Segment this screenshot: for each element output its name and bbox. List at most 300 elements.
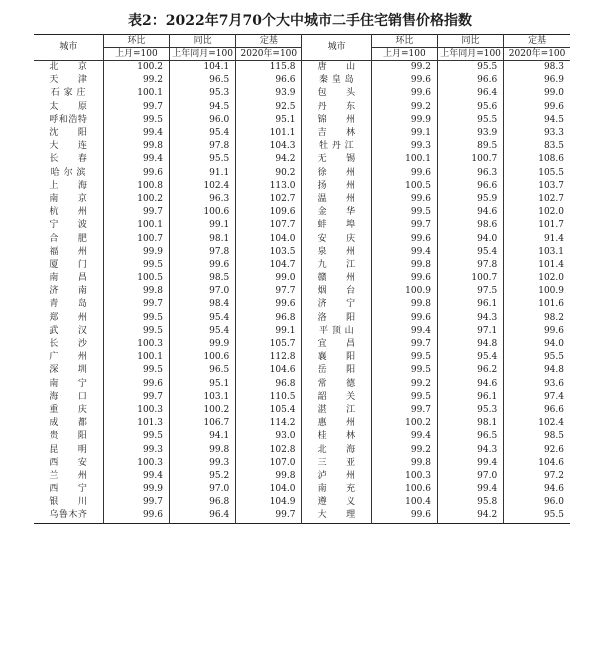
- mom-cell-right: 99.1: [371, 127, 437, 140]
- city-cell-right: 泸 州: [302, 470, 371, 483]
- city-cell-right: 安 庆: [302, 232, 371, 245]
- table-row: [34, 153, 570, 166]
- city-cell-left: 南 宁: [34, 378, 103, 391]
- city-cell-left: 长 春: [34, 153, 103, 166]
- city-cell-right: 唐 山: [302, 61, 371, 75]
- table-row: [34, 232, 570, 245]
- city-cell-left: 乌鲁木齐: [34, 509, 103, 523]
- yoy-cell-left: 104.1: [169, 61, 235, 75]
- city-cell-left: 呼和浩特: [34, 114, 103, 127]
- yoy-cell-left: 96.0: [169, 114, 235, 127]
- yoy-cell-right: 100.7: [437, 153, 503, 166]
- mom-cell-right: 99.6: [371, 232, 437, 245]
- city-cell-left: 合 肥: [34, 232, 103, 245]
- mom-cell-left: 99.4: [103, 470, 169, 483]
- yoy-cell-left: 97.0: [169, 483, 235, 496]
- city-cell-right: 湛 江: [302, 404, 371, 417]
- mom-cell-right: 100.5: [371, 180, 437, 193]
- city-cell-left: 上 海: [34, 180, 103, 193]
- mom-cell-right: 99.8: [371, 298, 437, 311]
- fixed-cell-left: 105.7: [236, 338, 302, 351]
- city-cell-right: 宜 昌: [302, 338, 371, 351]
- city-cell-left: 海 口: [34, 391, 103, 404]
- fixed-cell-right: 102.7: [538, 193, 564, 204]
- mom-cell-right: 99.8: [371, 259, 437, 272]
- mom-cell-left: 99.9: [103, 483, 169, 496]
- yoy-cell-left: 100.2: [169, 404, 235, 417]
- city-cell-left: 天 津: [34, 74, 103, 87]
- mom-cell-right: 99.3: [371, 140, 437, 153]
- yoy-cell-right: 89.5: [437, 140, 503, 153]
- table-row: [34, 364, 570, 377]
- table-row: [34, 114, 570, 127]
- table-row: [34, 312, 570, 325]
- fixed-cell-right: 105.5: [538, 167, 564, 178]
- city-cell-right: 锦 州: [302, 114, 371, 127]
- fixed-cell-left: 95.1: [236, 114, 302, 127]
- fixed-cell-right: 93.6: [543, 378, 564, 389]
- mom-cell-left: 100.5: [103, 272, 169, 285]
- mom-cell-right: 99.6: [371, 272, 437, 285]
- city-cell-left: 昆 明: [34, 443, 103, 456]
- fixed-cell-right: 96.6: [543, 404, 564, 415]
- yoy-cell-right: 94.6: [437, 378, 503, 391]
- city-cell-right: 岳 阳: [302, 364, 371, 377]
- table-row: [34, 509, 570, 523]
- city-cell-left: 兰 州: [34, 470, 103, 483]
- fixed-cell-right: 101.6: [538, 299, 564, 310]
- city-cell-left: 大 连: [34, 140, 103, 153]
- fixed-cell-left: 99.0: [236, 272, 302, 285]
- yoy-cell-right: 94.2: [437, 509, 503, 523]
- table-row: [34, 127, 570, 140]
- fixed-base-left: 2020年=100: [236, 48, 302, 61]
- yoy-cell-left: 99.3: [169, 457, 235, 470]
- fixed-cell-left: 99.6: [236, 298, 302, 311]
- yoy-cell-right: 100.7: [437, 272, 503, 285]
- city-cell-right: 惠 州: [302, 417, 371, 430]
- mom-cell-left: 99.6: [103, 509, 169, 523]
- city-cell-left: 南 京: [34, 193, 103, 206]
- fixed-cell-right: 103.1: [538, 246, 564, 257]
- fixed-cell-left: 104.9: [236, 496, 302, 509]
- fixed-cell-left: 107.0: [236, 457, 302, 470]
- mom-cell-left: 99.5: [103, 364, 169, 377]
- fixed-header-right: 定基: [504, 35, 570, 48]
- fixed-cell-right: 96.0: [543, 497, 564, 508]
- yoy-cell-left: 106.7: [169, 417, 235, 430]
- yoy-header-right: 同比: [437, 35, 503, 48]
- city-cell-left: 北 京: [34, 61, 103, 75]
- fixed-cell-right: 95.5: [543, 510, 564, 521]
- city-cell-left: 哈 尔 滨: [34, 167, 103, 180]
- mom-cell-left: 100.3: [103, 457, 169, 470]
- yoy-cell-left: 97.8: [169, 140, 235, 153]
- fixed-cell-right: 104.6: [538, 457, 564, 468]
- mom-cell-left: 99.5: [103, 114, 169, 127]
- city-cell-right: 包 头: [302, 87, 371, 100]
- fixed-cell-left: 104.0: [236, 232, 302, 245]
- yoy-cell-right: 93.9: [437, 127, 503, 140]
- fixed-cell-left: 102.7: [236, 193, 302, 206]
- fixed-cell-left: 93.9: [236, 87, 302, 100]
- mom-cell-right: 99.7: [371, 404, 437, 417]
- yoy-cell-left: 103.1: [169, 391, 235, 404]
- fixed-cell-right: 100.9: [538, 286, 564, 297]
- fixed-cell-left: 110.5: [236, 391, 302, 404]
- mom-cell-left: 99.8: [103, 285, 169, 298]
- yoy-cell-right: 97.5: [437, 285, 503, 298]
- mom-cell-left: 99.7: [103, 496, 169, 509]
- yoy-cell-left: 96.5: [169, 364, 235, 377]
- yoy-cell-right: 94.3: [437, 312, 503, 325]
- yoy-cell-left: 96.3: [169, 193, 235, 206]
- mom-cell-right: 99.4: [371, 246, 437, 259]
- yoy-cell-right: 99.4: [437, 457, 503, 470]
- city-cell-left: 深 圳: [34, 364, 103, 377]
- fixed-cell-right: 101.4: [538, 259, 564, 270]
- yoy-cell-right: 95.9: [437, 193, 503, 206]
- yoy-cell-left: 99.9: [169, 338, 235, 351]
- mom-cell-left: 99.3: [103, 443, 169, 456]
- fixed-cell-right: 96.9: [543, 75, 564, 86]
- mom-cell-right: 99.6: [371, 87, 437, 100]
- table-row: [34, 298, 570, 311]
- mom-cell-right: 99.5: [371, 206, 437, 219]
- fixed-cell-right: 99.0: [543, 88, 564, 99]
- mom-cell-left: 100.3: [103, 404, 169, 417]
- table-row: [34, 351, 570, 364]
- mom-cell-left: 99.4: [103, 127, 169, 140]
- mom-cell-right: 100.9: [371, 285, 437, 298]
- mom-base-left: 上月=100: [103, 48, 169, 61]
- city-cell-right: 常 德: [302, 378, 371, 391]
- yoy-base-left: 上年同月=100: [169, 48, 235, 61]
- fixed-header-left: 定基: [236, 35, 302, 48]
- city-cell-right: 韶 关: [302, 391, 371, 404]
- table-row: [34, 206, 570, 219]
- yoy-cell-right: 96.6: [437, 74, 503, 87]
- fixed-cell-left: 101.1: [236, 127, 302, 140]
- mom-cell-right: 99.6: [371, 167, 437, 180]
- mom-cell-left: 99.2: [103, 74, 169, 87]
- price-index-table: [34, 34, 570, 524]
- mom-cell-left: 99.8: [103, 140, 169, 153]
- city-cell-right: 无 锡: [302, 153, 371, 166]
- yoy-cell-left: 96.4: [169, 509, 235, 523]
- yoy-base-right: 上年同月=100: [437, 48, 503, 61]
- fixed-cell-left: 104.3: [236, 140, 302, 153]
- fixed-cell-left: 103.5: [236, 246, 302, 259]
- mom-cell-right: 100.6: [371, 483, 437, 496]
- city-cell-right: 温 州: [302, 193, 371, 206]
- mom-cell-right: 99.7: [371, 219, 437, 232]
- mom-header-right: 环比: [371, 35, 437, 48]
- mom-cell-right: 99.5: [371, 351, 437, 364]
- fixed-cell-right: 102.0: [538, 273, 564, 284]
- city-cell-left: 西 安: [34, 457, 103, 470]
- yoy-cell-left: 98.1: [169, 232, 235, 245]
- fixed-cell-left: 112.8: [236, 351, 302, 364]
- fixed-cell-right: 98.3: [543, 62, 564, 73]
- mom-cell-left: 99.7: [103, 391, 169, 404]
- yoy-cell-left: 91.1: [169, 167, 235, 180]
- yoy-cell-left: 95.2: [169, 470, 235, 483]
- mom-cell-right: 99.2: [371, 443, 437, 456]
- yoy-cell-right: 96.6: [437, 180, 503, 193]
- city-cell-right: 秦 皇 岛: [302, 74, 371, 87]
- mom-cell-left: 99.5: [103, 312, 169, 325]
- fixed-cell-left: 104.0: [236, 483, 302, 496]
- yoy-cell-left: 95.4: [169, 312, 235, 325]
- yoy-cell-right: 96.3: [437, 167, 503, 180]
- city-cell-left: 长 沙: [34, 338, 103, 351]
- fixed-cell-right: 97.2: [543, 470, 564, 481]
- mom-cell-left: 99.6: [103, 378, 169, 391]
- city-cell-right: 泉 州: [302, 246, 371, 259]
- fixed-cell-left: 104.7: [236, 259, 302, 272]
- table-title: 表2：2022年7月70个大中城市二手住宅销售价格指数: [128, 13, 472, 29]
- mom-cell-right: 99.5: [371, 364, 437, 377]
- city-cell-right: 蚌 埠: [302, 219, 371, 232]
- city-cell-left: 杭 州: [34, 206, 103, 219]
- mom-cell-right: 99.2: [371, 378, 437, 391]
- yoy-cell-right: 97.1: [437, 325, 503, 338]
- mom-cell-right: 99.6: [371, 74, 437, 87]
- fixed-cell-left: 115.8: [236, 61, 302, 75]
- city-cell-left: 武 汉: [34, 325, 103, 338]
- fixed-cell-right: 91.4: [543, 233, 564, 244]
- table-body: [34, 61, 570, 524]
- yoy-cell-left: 94.1: [169, 430, 235, 443]
- city-cell-left: 郑 州: [34, 312, 103, 325]
- city-cell-right: 襄 阳: [302, 351, 371, 364]
- table-row: [34, 404, 570, 417]
- fixed-cell-left: 109.6: [236, 206, 302, 219]
- mom-cell-left: 99.7: [103, 101, 169, 114]
- yoy-cell-right: 96.4: [437, 87, 503, 100]
- city-cell-right: 洛 阳: [302, 312, 371, 325]
- fixed-cell-left: 93.0: [236, 430, 302, 443]
- table-row: [34, 325, 570, 338]
- yoy-cell-left: 94.5: [169, 101, 235, 114]
- table-row: [34, 285, 570, 298]
- yoy-cell-right: 97.0: [437, 470, 503, 483]
- yoy-cell-left: 95.5: [169, 153, 235, 166]
- fixed-cell-right: 94.8: [543, 365, 564, 376]
- fixed-cell-right: 103.7: [538, 180, 564, 191]
- yoy-cell-left: 100.6: [169, 206, 235, 219]
- mom-cell-right: 99.2: [371, 101, 437, 114]
- fixed-cell-left: 94.2: [236, 153, 302, 166]
- table-row: [34, 443, 570, 456]
- fixed-cell-right: 94.5: [543, 114, 564, 125]
- city-cell-right: 遵 义: [302, 496, 371, 509]
- table-header: [34, 35, 570, 61]
- table-row: [34, 417, 570, 430]
- yoy-cell-right: 95.5: [437, 61, 503, 75]
- yoy-cell-left: 95.3: [169, 87, 235, 100]
- fixed-cell-right: 101.7: [538, 220, 564, 231]
- mom-cell-left: 99.7: [103, 206, 169, 219]
- city-cell-right: 大 理: [302, 509, 371, 523]
- city-cell-right: 北 海: [302, 443, 371, 456]
- table-row: [34, 180, 570, 193]
- city-cell-left: 贵 阳: [34, 430, 103, 443]
- yoy-cell-right: 98.6: [437, 219, 503, 232]
- city-cell-left: 西 宁: [34, 483, 103, 496]
- mom-cell-left: 100.1: [103, 351, 169, 364]
- mom-cell-right: 100.4: [371, 496, 437, 509]
- yoy-cell-left: 95.4: [169, 127, 235, 140]
- city-cell-left: 济 南: [34, 285, 103, 298]
- city-cell-right: 济 宁: [302, 298, 371, 311]
- table-row: [34, 193, 570, 206]
- city-cell-right: 三 亚: [302, 457, 371, 470]
- mom-cell-left: 100.7: [103, 232, 169, 245]
- city-cell-right: 南 充: [302, 483, 371, 496]
- table-row: [34, 391, 570, 404]
- mom-cell-left: 99.6: [103, 167, 169, 180]
- yoy-cell-right: 98.1: [437, 417, 503, 430]
- city-cell-left: 重 庆: [34, 404, 103, 417]
- table-row: [34, 219, 570, 232]
- yoy-cell-left: 95.1: [169, 378, 235, 391]
- mom-cell-right: 100.3: [371, 470, 437, 483]
- yoy-cell-left: 96.5: [169, 74, 235, 87]
- mom-cell-left: 99.5: [103, 325, 169, 338]
- city-cell-right: 桂 林: [302, 430, 371, 443]
- city-cell-right: 平 顶 山: [302, 325, 371, 338]
- mom-cell-left: 100.1: [103, 219, 169, 232]
- city-cell-left: 宁 波: [34, 219, 103, 232]
- fixed-cell-right: 95.5: [543, 352, 564, 363]
- mom-cell-right: 99.4: [371, 430, 437, 443]
- mom-cell-left: 99.7: [103, 298, 169, 311]
- table-row: [34, 87, 570, 100]
- fixed-cell-left: 113.0: [236, 180, 302, 193]
- fixed-cell-right: 98.2: [543, 312, 564, 323]
- yoy-cell-left: 95.4: [169, 325, 235, 338]
- table-row: [34, 496, 570, 509]
- fixed-cell-right: 102.0: [538, 207, 564, 218]
- city-cell-left: 石 家 庄: [34, 87, 103, 100]
- city-header-right: 城市: [302, 35, 371, 61]
- table-row: [34, 167, 570, 180]
- city-cell-left: 青 岛: [34, 298, 103, 311]
- yoy-cell-right: 97.8: [437, 259, 503, 272]
- yoy-cell-left: 97.8: [169, 246, 235, 259]
- yoy-cell-left: 98.4: [169, 298, 235, 311]
- city-cell-right: 赣 州: [302, 272, 371, 285]
- yoy-cell-left: 96.8: [169, 496, 235, 509]
- city-cell-right: 金 华: [302, 206, 371, 219]
- table-row: [34, 246, 570, 259]
- fixed-cell-left: 99.8: [236, 470, 302, 483]
- city-cell-right: 扬 州: [302, 180, 371, 193]
- mom-cell-left: 101.3: [103, 417, 169, 430]
- yoy-cell-right: 96.2: [437, 364, 503, 377]
- fixed-cell-left: 96.8: [236, 378, 302, 391]
- fixed-cell-right: 102.4: [538, 418, 564, 429]
- yoy-cell-right: 95.4: [437, 351, 503, 364]
- city-cell-left: 成 都: [34, 417, 103, 430]
- yoy-cell-right: 95.3: [437, 404, 503, 417]
- mom-cell-right: 99.7: [371, 338, 437, 351]
- yoy-cell-right: 99.4: [437, 483, 503, 496]
- city-cell-left: 南 昌: [34, 272, 103, 285]
- city-cell-left: 广 州: [34, 351, 103, 364]
- mom-cell-right: 99.5: [371, 391, 437, 404]
- table-row: [34, 272, 570, 285]
- fixed-cell-left: 104.6: [236, 364, 302, 377]
- yoy-cell-right: 94.3: [437, 443, 503, 456]
- yoy-cell-left: 102.4: [169, 180, 235, 193]
- yoy-cell-right: 96.1: [437, 298, 503, 311]
- fixed-cell-right: 99.6: [543, 101, 564, 112]
- yoy-cell-left: 99.8: [169, 443, 235, 456]
- table-row: [34, 101, 570, 114]
- mom-cell-left: 99.5: [103, 259, 169, 272]
- city-cell-right: 徐 州: [302, 167, 371, 180]
- yoy-cell-right: 94.0: [437, 232, 503, 245]
- yoy-cell-left: 100.6: [169, 351, 235, 364]
- fixed-cell-left: 99.7: [236, 509, 302, 523]
- table-row: [34, 61, 570, 75]
- mom-cell-right: 99.2: [371, 61, 437, 75]
- table-row: [34, 378, 570, 391]
- mom-cell-left: 99.9: [103, 246, 169, 259]
- city-cell-left: 太 原: [34, 101, 103, 114]
- city-cell-left: 厦 门: [34, 259, 103, 272]
- yoy-cell-left: 99.1: [169, 219, 235, 232]
- yoy-cell-right: 94.8: [437, 338, 503, 351]
- fixed-cell-left: 96.8: [236, 312, 302, 325]
- table-row: [34, 483, 570, 496]
- city-cell-right: 吉 林: [302, 127, 371, 140]
- city-cell-right: 九 江: [302, 259, 371, 272]
- mom-cell-left: 100.3: [103, 338, 169, 351]
- table-row: [34, 140, 570, 153]
- mom-cell-right: 100.2: [371, 417, 437, 430]
- mom-header-left: 环比: [103, 35, 169, 48]
- fixed-cell-right: 83.5: [543, 141, 564, 152]
- fixed-base-right: 2020年=100: [504, 48, 570, 61]
- fixed-cell-left: 99.1: [236, 325, 302, 338]
- fixed-cell-left: 102.8: [236, 443, 302, 456]
- mom-cell-right: 99.4: [371, 325, 437, 338]
- table-row: [34, 338, 570, 351]
- fixed-cell-right: 94.0: [543, 339, 564, 350]
- fixed-cell-left: 97.7: [236, 285, 302, 298]
- fixed-cell-left: 92.5: [236, 101, 302, 114]
- city-cell-left: 福 州: [34, 246, 103, 259]
- table-row: [34, 430, 570, 443]
- yoy-cell-left: 97.0: [169, 285, 235, 298]
- mom-cell-right: 100.1: [371, 153, 437, 166]
- yoy-cell-right: 95.5: [437, 114, 503, 127]
- yoy-cell-right: 94.6: [437, 206, 503, 219]
- yoy-cell-right: 95.8: [437, 496, 503, 509]
- fixed-cell-right: 94.6: [543, 484, 564, 495]
- mom-cell-right: 99.6: [371, 312, 437, 325]
- yoy-cell-left: 98.5: [169, 272, 235, 285]
- fixed-cell-right: 98.5: [543, 431, 564, 442]
- mom-cell-left: 100.2: [103, 193, 169, 206]
- mom-cell-left: 100.2: [103, 61, 169, 75]
- fixed-cell-right: 92.6: [543, 444, 564, 455]
- city-cell-right: 烟 台: [302, 285, 371, 298]
